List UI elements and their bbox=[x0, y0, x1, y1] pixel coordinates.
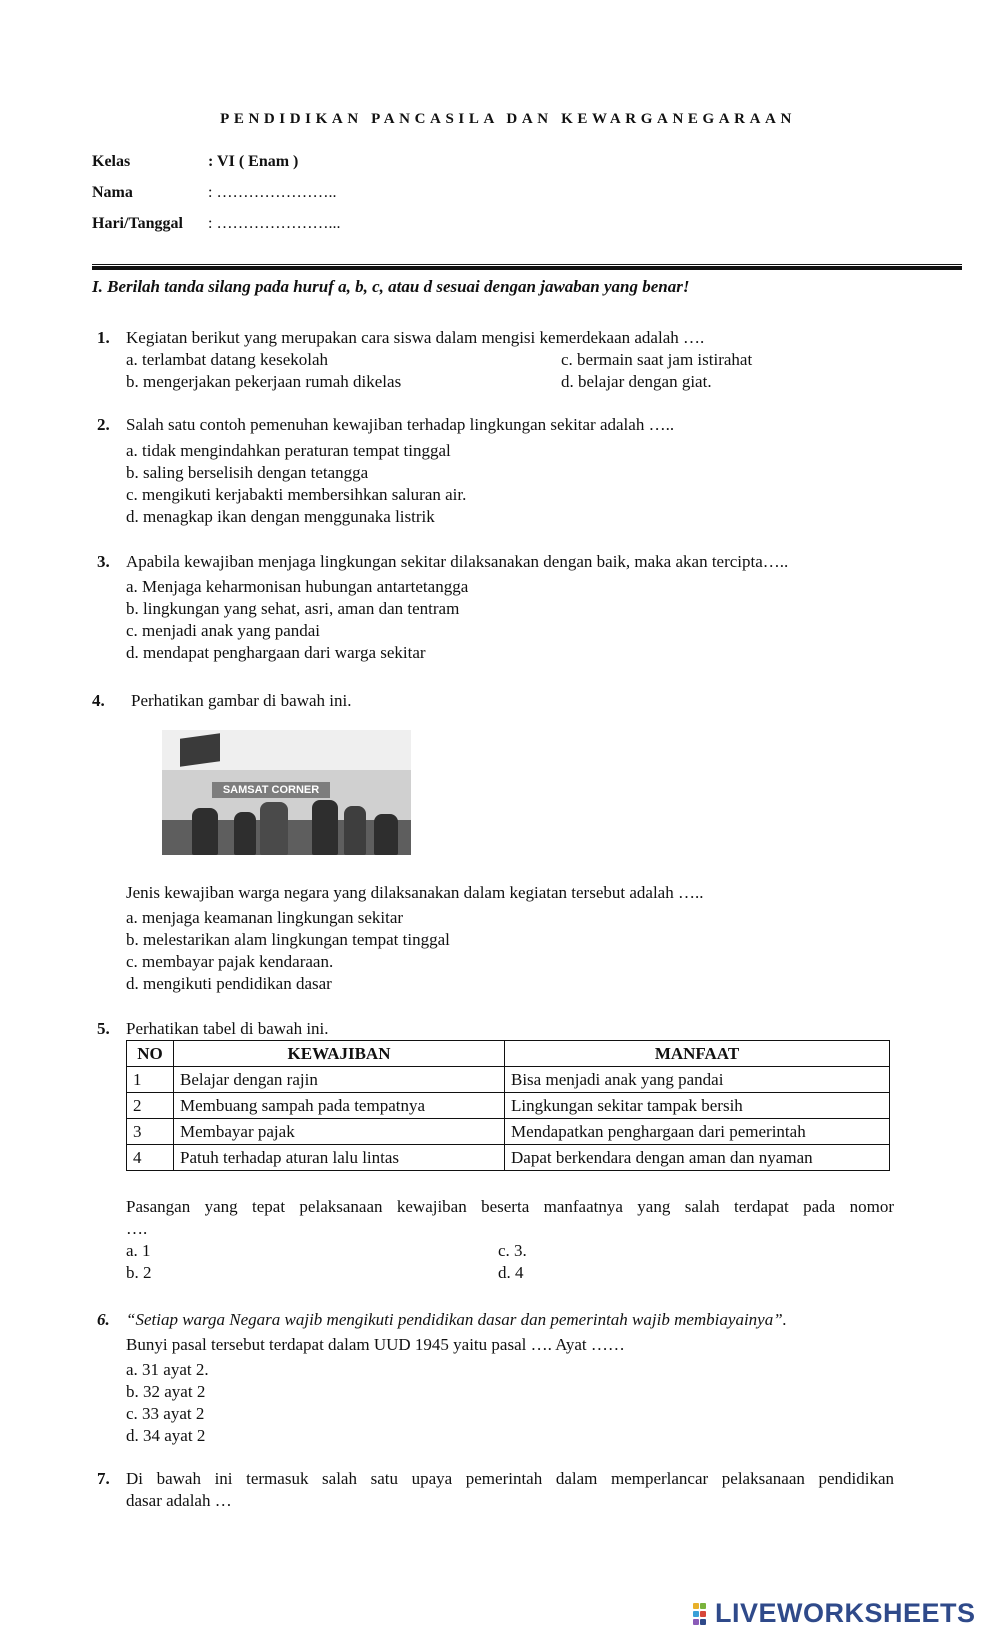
table-cell: Membuang sampah pada tempatnya bbox=[174, 1093, 505, 1119]
question-text-end: …. bbox=[126, 1219, 148, 1238]
option-a[interactable]: a. terlambat datang kesekolah bbox=[126, 350, 329, 369]
option-a[interactable]: a. 31 ayat 2. bbox=[126, 1360, 209, 1379]
table-header-row bbox=[127, 1041, 890, 1067]
table-cell: Bisa menjadi anak yang pandai bbox=[505, 1067, 890, 1093]
table-row bbox=[127, 1119, 890, 1145]
question-number: 6. bbox=[97, 1310, 110, 1329]
liveworksheets-logo bbox=[693, 1598, 976, 1628]
watermark-text: LIVEWORKSHEETS bbox=[715, 1598, 976, 1628]
table-row bbox=[127, 1067, 890, 1093]
question-text: Bunyi pasal tersebut terdapat dalam UUD 1945 yaitu pasal …. Ayat …… bbox=[126, 1335, 625, 1354]
table-cell: Patuh terhadap aturan lalu lintas bbox=[174, 1145, 505, 1171]
question-text: Salah satu contoh pemenuhan kewajiban terhadap lingkungan sekitar adalah ….. bbox=[126, 415, 675, 434]
nama-label: Nama bbox=[92, 184, 133, 201]
kelas-label: Kelas bbox=[92, 153, 131, 170]
option-c[interactable]: c. membayar pajak kendaraan. bbox=[126, 952, 334, 971]
question-number: 1. bbox=[97, 328, 110, 347]
header-divider-thin bbox=[92, 264, 962, 265]
tanggal-label: Hari/Tanggal bbox=[92, 215, 183, 232]
option-b[interactable]: b. mengerjakan pekerjaan rumah dikelas bbox=[126, 372, 402, 391]
option-c[interactable]: c. bermain saat jam istirahat bbox=[561, 350, 753, 369]
column-header: KEWAJIBAN bbox=[174, 1041, 505, 1067]
question-number: 2. bbox=[97, 415, 110, 434]
option-d[interactable]: d. mendapat penghargaan dari warga sekitar bbox=[126, 643, 426, 662]
table-cell: Membayar pajak bbox=[174, 1119, 505, 1145]
option-a[interactable]: a. menjaga keamanan lingkungan sekitar bbox=[126, 908, 404, 927]
samsat-photo bbox=[162, 730, 411, 855]
option-b[interactable]: b. lingkungan yang sehat, asri, aman dan tentram bbox=[126, 599, 460, 618]
kelas-value: : VI ( Enam ) bbox=[208, 153, 299, 170]
question-intro: Perhatikan tabel di bawah ini. bbox=[126, 1019, 329, 1038]
table-cell: 4 bbox=[127, 1145, 174, 1171]
question-text: Di bawah ini termasuk salah satu upaya pemerintah dalam memperlancar pelaksanaan pendidikan bbox=[126, 1469, 894, 1488]
question-intro: Perhatikan gambar di bawah ini. bbox=[131, 691, 352, 710]
option-c[interactable]: c. 33 ayat 2 bbox=[126, 1404, 205, 1423]
option-b[interactable]: b. saling berselisih dengan tetangga bbox=[126, 463, 369, 482]
instruction: I. Berilah tanda silang pada huruf a, b, c, atau d sesuai dengan jawaban yang benar! bbox=[92, 277, 690, 296]
column-header: NO bbox=[127, 1041, 174, 1067]
question-text-cont: dasar adalah … bbox=[126, 1491, 232, 1510]
table-row bbox=[127, 1093, 890, 1119]
question-number: 5. bbox=[97, 1019, 110, 1038]
option-d[interactable]: d. 34 ayat 2 bbox=[126, 1426, 206, 1445]
header-divider-thick bbox=[92, 266, 962, 270]
nama-value: : ………………….. bbox=[208, 184, 337, 201]
option-b[interactable]: b. melestarikan alam lingkungan tempat tinggal bbox=[126, 930, 450, 949]
table-row bbox=[127, 1145, 890, 1171]
option-d[interactable]: d. mengikuti pendidikan dasar bbox=[126, 974, 332, 993]
option-b[interactable]: b. 2 bbox=[126, 1263, 152, 1282]
option-d[interactable]: d. belajar dengan giat. bbox=[561, 372, 712, 391]
question-quote: “Setiap warga Negara wajib mengikuti pendidikan dasar dan pemerintah wajib membiayainya”. bbox=[126, 1310, 787, 1329]
question-text: Pasangan yang tepat pelaksanaan kewajiban beserta manfaatnya yang salah terdapat pada nomor bbox=[126, 1197, 894, 1216]
table-cell: 2 bbox=[127, 1093, 174, 1119]
question-number: 3. bbox=[97, 552, 110, 571]
question-text: Kegiatan berikut yang merupakan cara siswa dalam mengisi kemerdekaan adalah …. bbox=[126, 328, 705, 347]
table-cell: 1 bbox=[127, 1067, 174, 1093]
option-c[interactable]: c. mengikuti kerjabakti membersihkan saluran air. bbox=[126, 485, 467, 504]
table-cell: Lingkungan sekitar tampak bersih bbox=[505, 1093, 890, 1119]
tanggal-value: : …………………... bbox=[208, 215, 341, 232]
column-header: MANFAAT bbox=[505, 1041, 890, 1067]
option-b[interactable]: b. 32 ayat 2 bbox=[126, 1382, 206, 1401]
page-title: PENDIDIKAN PANCASILA DAN KEWARGANEGARAAN bbox=[220, 111, 796, 127]
obligation-table bbox=[126, 1040, 890, 1171]
option-a[interactable]: a. 1 bbox=[126, 1241, 151, 1260]
table-cell: Dapat berkendara dengan aman dan nyaman bbox=[505, 1145, 890, 1171]
option-d[interactable]: d. 4 bbox=[498, 1263, 524, 1282]
liveworksheets-icon bbox=[693, 1603, 711, 1625]
table-cell: 3 bbox=[127, 1119, 174, 1145]
table-cell: Mendapatkan penghargaan dari pemerintah bbox=[505, 1119, 890, 1145]
table-cell: Belajar dengan rajin bbox=[174, 1067, 505, 1093]
photo-sign: SAMSAT CORNER bbox=[212, 782, 330, 798]
question-text: Apabila kewajiban menjaga lingkungan sekitar dilaksanakan dengan baik, maka akan tercipta….. bbox=[126, 552, 789, 571]
option-c[interactable]: c. 3. bbox=[498, 1241, 527, 1260]
option-a[interactable]: a. tidak mengindahkan peraturan tempat tinggal bbox=[126, 441, 451, 460]
option-d[interactable]: d. menagkap ikan dengan menggunaka listrik bbox=[126, 507, 435, 526]
option-a[interactable]: a. Menjaga keharmonisan hubungan antartetangga bbox=[126, 577, 469, 596]
option-c[interactable]: c. menjadi anak yang pandai bbox=[126, 621, 321, 640]
question-number: 4. bbox=[92, 691, 105, 710]
question-number: 7. bbox=[97, 1469, 110, 1488]
question-text: Jenis kewajiban warga negara yang dilaksanakan dalam kegiatan tersebut adalah ….. bbox=[126, 883, 704, 902]
